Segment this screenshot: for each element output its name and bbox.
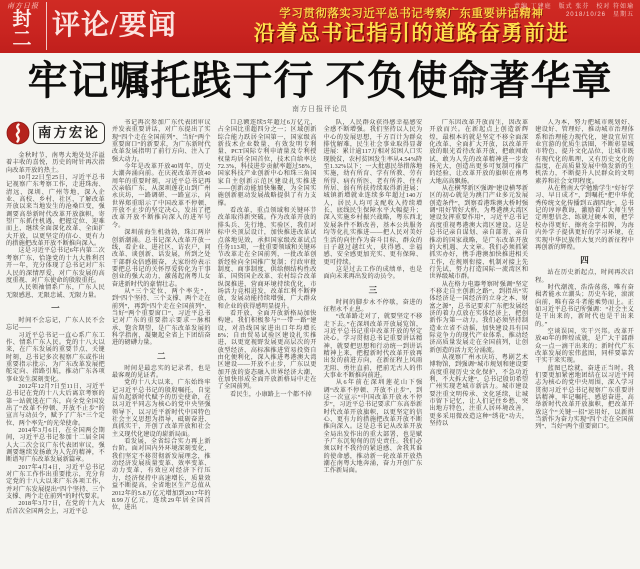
article-column	[429, 119, 528, 566]
section-divider: 二	[156, 350, 166, 361]
paragraph: 从视察广州永庆坊、粤剧艺术博物馆，到强调“城市规划和建设要高度重视历史文化保护，不急功近利，不大拆大建”，总书记殷切希望广州实现老城市新活力。城市建设要注重文明传承、文化延续，让城市留下记忆，让人们记住乡愁，突出地方特色，注重人居环境改善，更多采用微改造这种“绣花”功夫，坚持以	[429, 354, 529, 428]
paragraph: 口总额连续5年超过6万亿元，占全国比重超四分之一；区域创新综合能力跃居全国第一，国家级高新技术企业数量、有效发明专利量、PCT国际专利申请量及专利授权量均居全国首位，技术自给率达72.3%，科技进步贡献率超过58%，国家科技产业创新中心和珠三角国家自主创新示范区建设扎实推进——创新动能加快集聚，为全国实施创新驱动发展战略提供了有力支撑。	[217, 119, 317, 207]
paragraph: 从在格力电器考察时强调“坚定不移走自主创新之路”，到指出“实体经济是一国经济的立身之本、财富之源”，总书记要求广东把发展经济的着力点放在实体经济上，把创新作为第一动力。我们必须坚持制造业立省不动摇，加快建设具有国际竞争力的现代产业体系，推动经济高质量发展走在全国前列，让创新创造的活力充分涌流。	[429, 280, 529, 354]
paragraph: 从在横琴新区强调“建设横琴新区的初心就是为澳门产业多元发展创造条件”，到察看港珠澳大桥时强调“用好管好大桥，为粤港澳大湾区建设发挥重要作用”，习近平总书记高度重视粤港澳大湾区建设。这是总书记亲自谋划、亲自部署、亲自推动的国家战略，是广东改革开放的大机遇、大文章。我们必须抓紧抓实办好，携手港澳加快推进相关工作，在规则衔接、机制对接上先行先试，努力打造国际一流湾区和世界级城市群。	[429, 185, 529, 281]
paragraph: 10月22日至25日，习近平总书记视察广东考察工作，走进珠海、清远、深圳、广州等地，深入企业、高校、乡村、社区，了解改革开放以来当地发生的沧桑巨变，强调要高举新时代改革开放旗帜，寄望广东抓住机遇、把握定位、迎难而上，继续全面深化改革、全面扩大开放，以更坚定的信心、更有力的措施把改革开放不断推向深入。	[6, 174, 105, 248]
paragraph: 蓝图已绘就，奋进正当时。我们要更加紧密地团结在以习近平同志为核心的党中央周围，深入学习贯彻习近平总书记视察广东重要讲话精神，牢记嘱托、感恩奋进，高举新时代改革开放旗帜，把改革开放这个“关键一招”运用好，以新担当新作为奋力实现“四个走在全国前列”、当好“两个重要窗口”。	[535, 364, 634, 431]
column-text	[323, 119, 422, 475]
paragraph: 2017年4月4日，习近平总书记对广东工作作出重要批示，充分肯定党的十八大以来广东各项工作，并对广东发展提出“四个坚持、三个支撑、两个走在前列”的时代要求。	[6, 463, 105, 501]
paragraph: 时代潮流，浩浩荡荡，唯有奋楫者能永立潮头；历史车轮，滚滚向前，唯有奋斗者能乘势而上。正如习近平总书记所强调：“社会主义是干出来的，新时代也是干出来的。”	[535, 283, 634, 328]
paragraph: 2014年3月6日，在全国两会期间，习近平总书记参加十二届全国人大二次会议广东代表团审议，强调要继续发扬敢为人先的精神，不断谱写广东改革发展新篇章。	[6, 427, 105, 464]
paragraph: 看民生，小康路上一个都不掉	[230, 390, 312, 398]
paragraph: 看发展，全省综合实力再上新台阶。面对国内外环境深刻变化，我们坚定不移贯彻新发展理念，推动经济发展质量变革、效率变革、动力变革，有效应对经济下行压力，经济保持中高速增长，质量效益不断提高，全省地区生产总值从2012年的5.8万亿元增加到2017年的8.99万亿元，连续29年居全国首位，进出	[111, 438, 211, 512]
paragraph: 时间不会忘记，广东人民不会忘记——	[6, 316, 105, 332]
column-text	[535, 119, 634, 431]
paragraph: 空谈误国，实干兴邦。改革开放40年的辉煌成就，是广大干部群众一点一滴干出来的；新时代广东改革发展的宏伟蓝图，同样要靠苦干实干来实现。	[535, 327, 634, 365]
masthead	[3, 2, 47, 50]
paragraph: 党的十八大以来，广东始终牢记习近平总书记的殷殷嘱托，自觉肩负起新时代赋予的历史使命，在以习近平同志为核心的党中央坚强领导下，以习近平新时代中国特色社会主义思想为指导，砥砺奋进、真抓实干，开创了改革开放和社会主义现代化建设的崭新局面。	[111, 379, 211, 438]
byline: 南方日报评论员	[292, 105, 348, 113]
paragraph: 书记再次参加广东代表团审议并发表重要讲话，对广东提出了实现“四个走在全国前列”、当好“两个重要窗口”的新要求，为广东新时代改革发展指明了前行方向、注入了强大动力。	[111, 119, 211, 163]
paragraph: 人民领袖情系广东，广东人民无限感恩、无限忠诚、无限力量。	[6, 284, 105, 299]
article-column	[323, 119, 422, 566]
paragraph: 从在暨南大学勉励学生“好好学习、早日成才”，到嘱托“把中华优秀传统文化传播到五湖四海”，总书记的谆谆教诲，激励着广大师生坚定理想信念、练就过硬本领，把学校办得更好、擦亮金字招牌，为海内外学子提供更好的学习环境，在实现中华民族伟大复兴的新征程中再创新的辉煌。	[535, 185, 634, 251]
paragraph: 今年是改革开放40周年，历史大潮奔涌向前。在庆祝改革开放40周年的重要时刻，习近平总书记再次亲临广东，从深圳莲花山到广州永庆坊，一路调研、一路宣示，向世界郑重昭示了中国改革不停顿、开放不止步的坚定决心，发出了把改革开放不断推向深入的进军号令。	[111, 163, 211, 229]
paragraph: 这是习近平总书记6年内第二次考察广东，恰逢党的十九大胜利召开一年，充分体现了总书记对广东人民的深情厚爱、对广东发展的高度重视、对广东使命的殷殷重托。	[6, 247, 105, 284]
section-divider: 四	[580, 255, 589, 266]
paragraph: 广东因改革开放而生，因改革开放而兴。在新起点上创造新辉煌，最根本的就是坚定不移全面深化改革、全面扩大开放，以改革开放的眼光看待改革开放，把敢闯敢试、敢为人先的改革精神进一步发扬光大，创造出更多可复制可推广的经验，让改革开放的旗帜在南粤大地高高飘扬。	[429, 119, 529, 185]
article-column	[6, 119, 105, 566]
logo-label: 南方宏论	[33, 122, 105, 144]
paper-name: 南方日报	[7, 1, 39, 10]
slogan-small: 学习贯彻落实习近平总书记考察广东重要讲话精神	[279, 8, 544, 20]
section-banner	[0, 0, 640, 53]
paragraph: 从“三个定位、两个率先”，到“四个坚持、三个支撑、两个走在前列”，再到“四个走在全国前列”、当好“两个重要窗口”，习近平总书记对广东的重要指示要求一脉相承、饱含期望，是广东改革发展的科学指南，凝聚起全省上下团结奋进的磅礴力量。	[111, 287, 211, 347]
paragraph: 习近平总书记一直心系广东工作、情系广东人民。党的十八大以来，在广东发展的重要节点、关键时刻，总书记多次视察广东或作出重要指示批示，为广东改革发展把舵定向、指路引航，推动广东各项事业发生深刻变化。	[6, 331, 105, 383]
paragraph: 从6年前在深圳莲花山下强调“改革不停顿、开放不止步”，到这一次宣示“中国改革开放永不停步”，习近平总书记要求广东高举新时代改革开放旗帜，以更坚定的信心、更有力的措施把改革开放不断推向深入。这是总书记从改革开放全局出发作出的重大部署，也是赋予广东沉甸甸的历史责任。我们必须以时不我待的紧迫感、舍我其谁的使命感，推动新一轮改革开放热潮在南粤大地奔涌，奋力开创广东工作新局面。	[323, 379, 423, 475]
section-title: 评论/要闻	[52, 9, 177, 41]
column-text	[6, 152, 105, 515]
article-column	[535, 119, 634, 566]
paragraph: 深圳前海生机勃勃，珠江两岸创新潮涌。总书记深入改革开放一线，看企业、进社区、访农户，问改革、谈创新、话发展，所到之处干部群众倍感振奋，大家纷纷表示要把总书记的关怀厚爱转化为干事创业的强大动力，激荡起南粤儿女奋进新时代的豪情壮志。	[111, 229, 211, 288]
paragraph: 2012年12月7日至11日，习近平总书记在党的十八大后离京考察的第一站就选在广东，向全党全国发出了“改革不停顿、开放不止步”的宣言与动员令，赋予了广东“三个定位、两个率先”的光荣使命。	[6, 382, 105, 427]
edition-label: 封二	[12, 8, 34, 50]
column-text	[429, 119, 528, 427]
paragraph: 时间是最忠实的记录者，也是最客观的见证者。	[111, 364, 211, 379]
article-column	[112, 119, 211, 566]
flame-icon	[6, 121, 30, 145]
section-divider: 一	[51, 302, 60, 313]
slogan-large: 沿着总书记指引的道路奋勇前进	[253, 21, 569, 45]
paragraph: 时间的脚步永不停歇，奋进的征程永不止息。	[323, 298, 423, 313]
paragraph: 站在历史新起点，时间再次启程。	[535, 269, 634, 284]
paragraph: 看开放，全面开放新格局加快构建。我们积极参与“一带一路”建设，对沿线国家进出口年均增长8%；自由贸易试验区建设扎实推进，以更宽视野发展更高层次的开放型经济，高标准推进贸易投资自由化便利化，深入推进粤港澳大湾区建设——开放不止步，广东以更加开放的姿态融入世界经济大潮，在加快形成全面开放新格局中走在了全国前列。	[217, 309, 317, 391]
paragraph: 人为本，努力把城市规划好、建设好、管理好，推动城市治理体系和治理能力现代化，建设宜居宜业宜游的优质生活圈，不断彰显城市特色、提升文化品位，让城市既有现代化的肌理，又有历史文化的温度，在高质量发展中焕发新的生机活力，不断提升人民群众的文明素养和社会文明程度。	[535, 119, 634, 185]
paragraph: 看改革，重点领域和关键环节改革取得新突破。作为改革开放的排头兵、先行地、实验区，我们对标中央顶层设计，加快推进改革试点落地见效，承担国家级改革试点任务113项，一批重要领域和关键环节改革走在全国前列，一批改革创新经验向全国推广复制；行政审批制度、商事制度、供给侧结构性改革、国资国企改革、农村综合改革纵深推进，营商环境持续优化，市场活力竞相迸发，改革红利不断释放，发展动能持续增强，广大群众和企业的获得感明显提升。	[217, 207, 317, 310]
banner-credits: 责编 丁建庭 版式 张芬 校对 符如瑜	[513, 4, 634, 10]
article-column	[218, 119, 317, 566]
paragraph: 2018年3月7日，在党的十九大后首次全国两会上，习近平总	[6, 500, 105, 515]
column-logo	[6, 120, 105, 146]
column-text	[112, 119, 211, 512]
paragraph: 金秋时节，南粤大地处处洋溢着丰收的喜悦，历史的时针再次指向改革开放的热土。	[6, 152, 105, 174]
banner-dateline: 2018/10/26 星期五	[565, 12, 634, 18]
section-divider: 三	[368, 284, 378, 295]
article-body	[0, 119, 640, 566]
banner-meta	[514, 3, 634, 19]
column-text	[218, 119, 317, 398]
paragraph: “改革路走对了，就要坚定不移走下去。”在深圳改革开放展览馆，习近平总书记重申改革开放的坚定决心。学习贯彻总书记重要讲话精神，就要把思想和行动统一到讲话精神上来，把握新时代改革开放再出发的前进方向，在新征程上风雨无阻、勇往直前，把前无古人的伟大事业不断推向前进。	[323, 313, 423, 379]
paragraph: 这是过去工作的成绩单，也是面向未来再出发的动员令。	[323, 265, 423, 281]
headline: 牢记嘱托践于行 不负使命著华章	[27, 58, 613, 103]
paragraph: 队，人民群众获得感幸福感安全感不断增强。我们坚持以人民为中心的发展思想，千方百计为群众排忧解难，民生社会事业取得显著进展：累计逾117万相对贫困人口实现脱贫，农村贫困发生率从4.54%降至1.32%以下；一大批惠民举措落地实施，幼有所育、学有所教、劳有所得、病有所医、老有所养、住有所居、弱有所扶持续取得新进展；城镇新增就业连续多年超过140万人，居民人均可支配收入持续增长，底线民生保障水平大幅提升；深入实施乡村振兴战略，粤东西北发展条件不断改善，基本公共服务均等化扎实推进——把人民对美好生活的向往作为奋斗目标，群众的日子越过越红火，获得感、幸福感、安全感更加充实、更有保障、更可持续。	[323, 119, 423, 266]
